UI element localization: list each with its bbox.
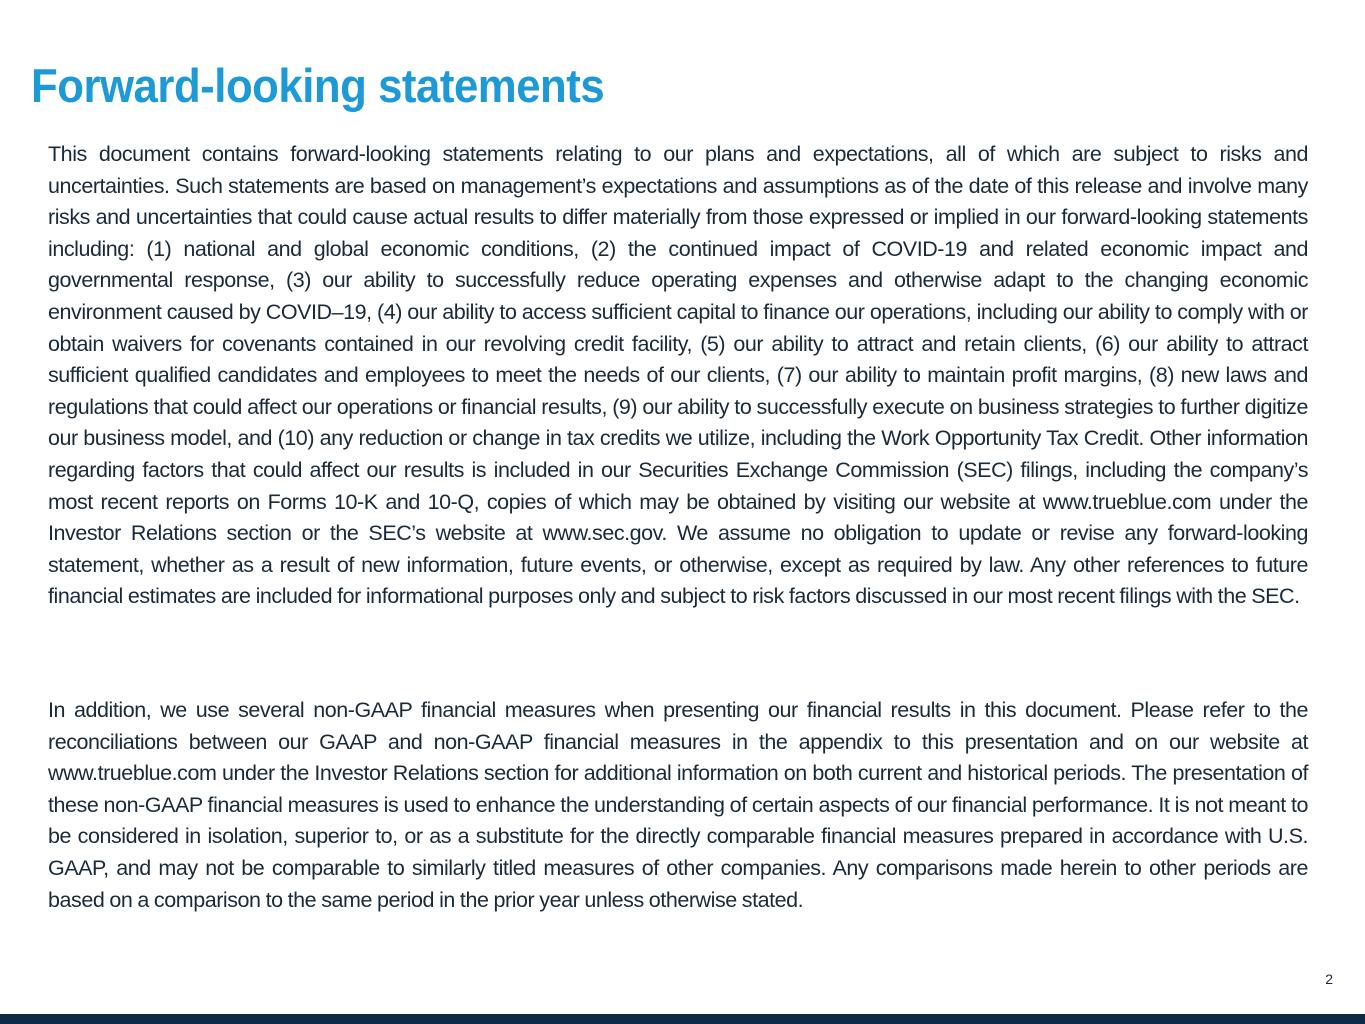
footer-bar: [0, 1014, 1365, 1024]
page-number: 2: [1325, 971, 1333, 987]
page-title: Forward-looking statements: [31, 59, 605, 112]
risk-disclosure-paragraph: This document contains forward-looking statements relating to our plans and expectations, all of which are subject to risks and uncertainties. Such statements are based on management’s expectations and assumptions as of the date of this release and involve many risks and uncertainties that could cause actual results to differ materially from those expressed or implied in our forward-looking statements including: (1) national and global economic conditions, (2) the continued impact of COVID-19 and related economic impact and governmental response, (3) our ability to successfully reduce operating expenses and otherwise adapt to the changing economic environment caused by COVID–19, (4) our ability to access sufficient capital to finance our operations, including our ability to comply with or obtain waivers for covenants contained in our revolving credit facility, (5) our ability to attract and retain clients, (6) our ability to attract sufficient qualified candidates and employees to meet the needs of our clients, (7) our ability to maintain profit margins, (8) new laws and regulations that could affect our operations or financial results, (9) our ability to successfully execute on business strategies to further digitize our business model, and (10) any reduction or change in tax credits we utilize, including the Work Opportunity Tax Credit. Other information regarding factors that could affect our results is included in our Securities Exchange Commission (SEC) filings, including the company’s most recent reports on Forms 10-K and 10-Q, copies of which may be obtained by visiting our website at www.trueblue.com under the Investor Relations section or the SEC’s website at www.sec.gov. We assume no obligation to update or revise any forward-looking statement, whether as a result of new information, future events, or otherwise, except as required by law. Any other references to future financial estimates are included for informational purposes only and subject to risk factors discussed in our most recent filings with the SEC.: [48, 142, 1308, 609]
non-gaap-paragraph: In addition, we use several non-GAAP financial measures when presenting our financial results in this document. Please refer to the reconciliations between our GAAP and non-GAAP financial measures in the appendix to this presentation and on our website at www.trueblue.com under the Investor Relations section for additional information on both current and historical periods. The presentation of these non-GAAP financial measures is used to enhance the understanding of certain aspects of our financial performance. It is not meant to be considered in isolation, superior to, or as a substitute for the directly comparable financial measures prepared in accordance with U.S. GAAP, and may not be comparable to similarly titled measures of other companies. Any comparisons made herein to other periods are based on a comparison to the same period in the prior year unless otherwise stated.: [48, 698, 1308, 912]
